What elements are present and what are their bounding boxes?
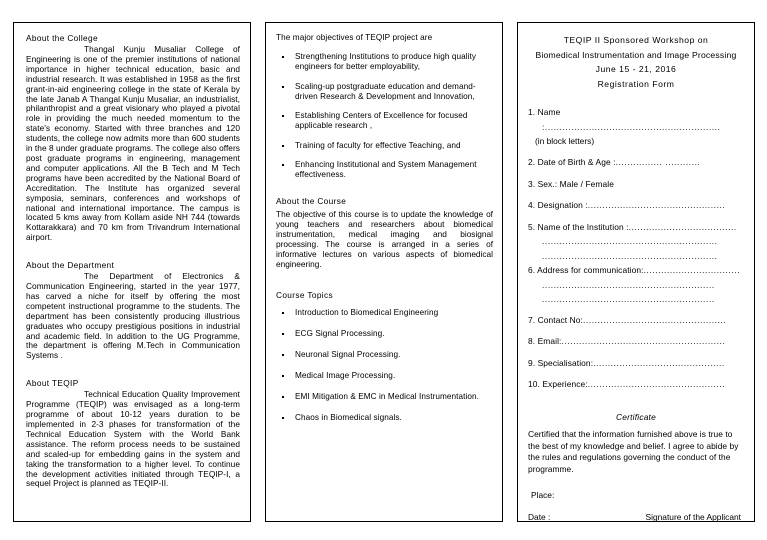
list-item: EMI Mitigation & EMC in Medical Instrumentation. xyxy=(276,392,493,402)
field-input-institution-line-2[interactable]: ............................................................ xyxy=(542,236,718,246)
field-date[interactable]: Date : xyxy=(528,511,551,522)
field-experience[interactable] xyxy=(528,378,744,391)
section-heading-about-teqip: About TEQIP xyxy=(26,378,79,389)
section-body-text: Technical Education Quality Improvement Programme (TEQIP) was envisaged as a long-term programme of about 10-12 years duration to be implemented in 2-3 phases for transformation of the Technical Education System with the World Bank assistance. The reform process needs to be sustained and scaled-up for embedding gains in the system and taking the transformation to a higher level. To continue the development activities initiated through TEQIP-I, a sequel Project is planned as TEQIP-II. xyxy=(26,389,240,489)
field-label-specialisation: 9. Specialisation: xyxy=(528,357,594,368)
section-body-about-department xyxy=(26,272,240,361)
signature-of-applicant-label: Signature of the Applicant xyxy=(645,511,741,522)
field-address[interactable] xyxy=(528,264,744,277)
registration-fields xyxy=(528,106,744,391)
field-label-email: 8. Email: xyxy=(528,336,562,346)
field-input-email[interactable]: ........................................................ xyxy=(561,336,726,346)
field-label-dob-age: 2. Date of Birth & Age : xyxy=(528,157,616,167)
field-input-dob-age[interactable]: ................ ............ xyxy=(615,157,701,167)
list-item: Scaling-up postgraduate education and demand-driven Research & Development and Innovation, xyxy=(276,82,493,103)
field-input-contact-no[interactable]: ................................................. xyxy=(582,314,727,325)
section-body-about-teqip xyxy=(26,390,240,489)
list-item: Introduction to Biomedical Engineering xyxy=(276,308,493,318)
field-sex[interactable]: 3. Sex.: Male / Female xyxy=(528,178,614,189)
field-dob-age[interactable] xyxy=(528,156,744,169)
field-input-institution-line-3[interactable]: ............................................................ xyxy=(542,250,718,261)
list-item: Establishing Centers of Excellence for focused applicable research , xyxy=(276,111,493,132)
panel-objectives-and-course xyxy=(265,22,503,522)
list-item: Enhancing Institutional and System Management effectiveness. xyxy=(276,160,493,181)
field-input-designation[interactable]: ............................................... xyxy=(587,200,726,210)
field-label-designation: 4. Designation : xyxy=(528,200,588,210)
list-item: Medical Image Processing. xyxy=(276,371,493,381)
field-specialisation[interactable] xyxy=(528,357,744,370)
panel-registration-form xyxy=(517,22,755,522)
course-topics-list xyxy=(276,308,493,423)
workshop-dates: June 15 - 21, 2016 xyxy=(595,64,677,74)
objectives-list xyxy=(276,52,493,181)
field-input-address[interactable]: ................................. xyxy=(643,265,741,275)
field-label-institution: 5. Name of the Institution : xyxy=(528,221,629,232)
field-input-institution[interactable]: ..................................... xyxy=(628,221,737,232)
certificate-declaration-text: Certified that the information furnished above is true to the best of my knowledge and belief. I agree to abide by the rules and regulations governing the conduct of the programme. xyxy=(528,429,739,474)
registration-form-title: Registration Form xyxy=(597,78,675,89)
spacer xyxy=(26,361,240,378)
list-item: Training of faculty for effective Teaching, and xyxy=(276,141,493,151)
field-place[interactable]: Place: xyxy=(531,490,555,501)
section-heading-about-college: About the College xyxy=(26,33,98,43)
field-designation[interactable] xyxy=(528,199,744,212)
field-hint-block-letters: (in block letters) xyxy=(535,136,595,146)
field-institution[interactable] xyxy=(528,221,744,234)
objectives-lead-text: The major objectives of TEQIP project are xyxy=(276,33,433,42)
panel-about-college xyxy=(13,22,251,522)
section-body-about-course: The objective of this course is to update the knowledge of young teachers and researchers about biomedical instrumentation, medical imaging and biosignal processing. The course is arranged in a series of informative lectures on various aspects of biomedical engineering. xyxy=(276,208,493,270)
section-body-text: The Department of Electronics & Communication Engineering, started in the year 1977, has carved a niche for itself by offering the most competent instructional programme to the students. The department has been consistently producing illustrious graduates who occupy prestigious positions in industrial and academic field. In addition to the UG Programme, the department is offering M.Tech in Communication Systems . xyxy=(26,271,240,361)
certificate-heading: Certificate xyxy=(616,411,656,422)
list-item: ECG Signal Processing. xyxy=(276,329,493,339)
list-item: Strengthening Institutions to produce high quality engineers for better employability, xyxy=(276,52,493,73)
workshop-title-line-2: Biomedical Instrumentation and Image Processing xyxy=(535,49,737,60)
list-item: Chaos in Biomedical signals. xyxy=(276,413,493,423)
section-body-about-college xyxy=(26,45,240,243)
section-body-text: Thangal Kunju Musaliar College of Engineering is one of the premier institutions of national importance in higher technical education, basic and industrial research. It was established in 1958 as the first grant-in-aid engineering college in the state of Kerala by the late Janab A Thangal Kunju Musaliar, an industrialist, philanthropist and a great visionary who played a pivotal role in providing the much needed momentum to the state's economy. Started with three branches and 120 students, the college now admits more than 600 students in the 8 under graduate programs. The college also offers post graduate programs in engineering, management and computer applications. All the B Tech and M Tech programs have been accredited by the National Board of Accreditation. The Institute has organized several symposia, seminars, conferences and workshops of national and international importance. The campus is located 5 kms away from Kollam aside NH 744 (towards Kottarakkara) and 70 km from Trivandrum International airport. xyxy=(26,44,240,243)
field-input-name[interactable]: :............................................................ xyxy=(542,121,721,132)
field-input-specialisation[interactable]: ............................................. xyxy=(593,357,725,368)
section-heading-about-department: About the Department xyxy=(26,260,115,271)
field-email[interactable] xyxy=(528,335,744,348)
section-heading-about-course: About the Course xyxy=(276,195,347,206)
spacer xyxy=(26,243,240,260)
field-input-experience[interactable]: ............................................... xyxy=(587,379,726,389)
field-label-name: 1. Name xyxy=(528,107,561,117)
field-contact-no[interactable] xyxy=(528,314,744,327)
spacer xyxy=(276,269,493,290)
field-label-address: 6. Address for communication: xyxy=(528,265,644,275)
field-label-contact-no: 7. Contact No: xyxy=(528,314,583,325)
field-input-address-line-2[interactable]: ........................................................... xyxy=(542,279,715,290)
field-label-experience: 10. Experience: xyxy=(528,379,588,389)
list-item: Neuronal Signal Processing. xyxy=(276,350,493,360)
workshop-title-line-1: TEQIP II Sponsored Workshop on xyxy=(563,35,709,45)
field-input-address-line-3[interactable]: ........................................................... xyxy=(542,294,715,304)
section-heading-course-topics: Course Topics xyxy=(276,290,333,301)
signature-row xyxy=(528,512,744,522)
